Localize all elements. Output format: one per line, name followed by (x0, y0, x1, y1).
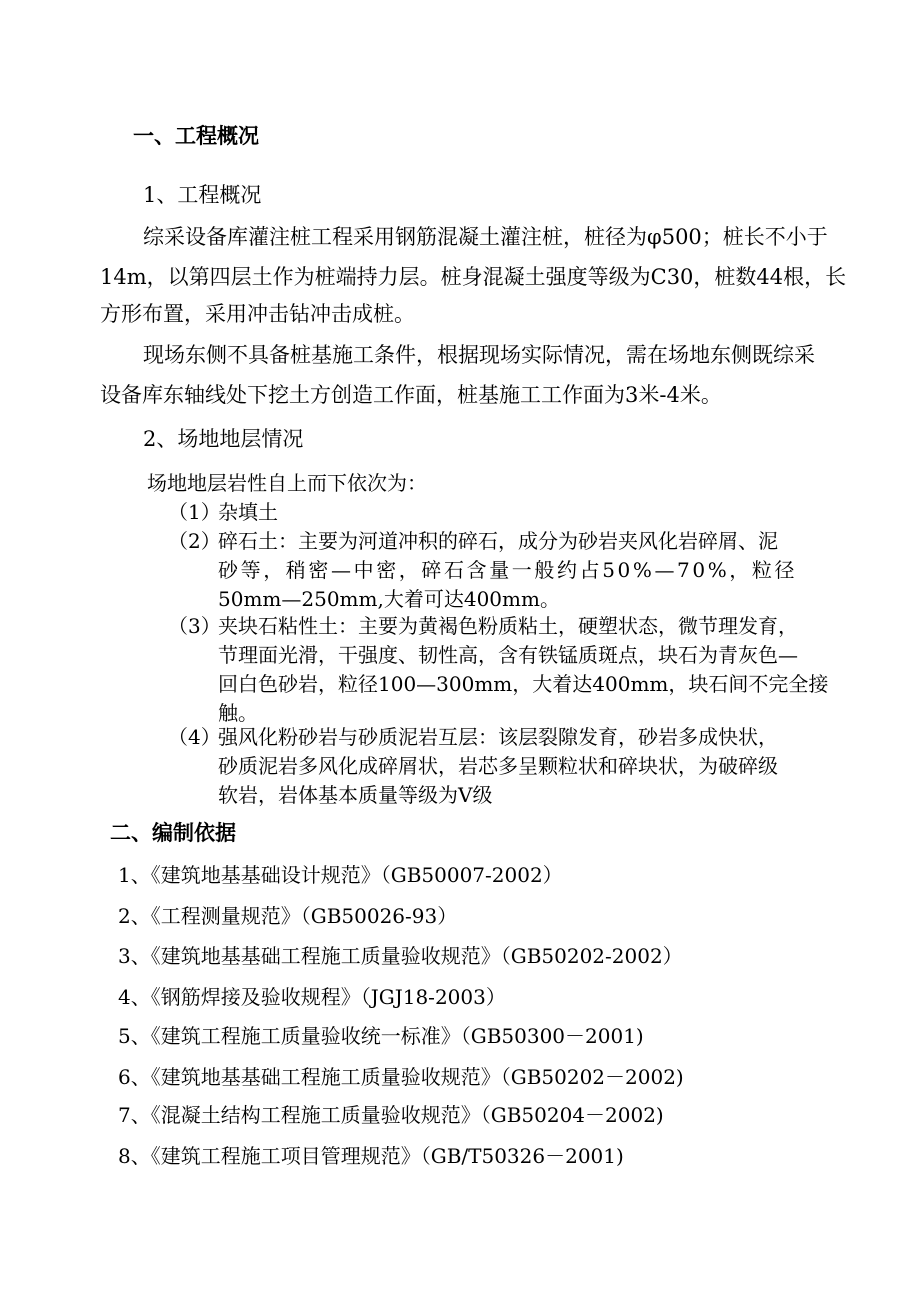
reference-item: 4、《钢筋焊接及验收规程》（JGJ18-2003） (118, 985, 506, 1009)
layer-number: （4） (168, 725, 221, 749)
layer-line: 碎石土：主要为河道冲积的碎石，成分为砂岩夹风化岩碎屑、泥 (218, 529, 778, 553)
reference-item: 2、《工程测量规范》（GB50026-93） (118, 904, 458, 928)
paragraph-line: 综采设备库灌注桩工程采用钢筋混凝土灌注桩，桩径为φ500；桩长不小于 (143, 225, 828, 249)
section-heading-overview: 一、工程概况 (133, 124, 259, 148)
layer-number: （2） (168, 529, 221, 553)
layer-line: 强风化粉砂岩与砂质泥岩互层：该层裂隙发育，砂岩多成快状， (218, 725, 778, 749)
section-heading-basis: 二、编制依据 (110, 821, 236, 845)
layer-number: （3） (168, 614, 221, 638)
reference-item: 6、《建筑地基基础工程施工质量验收规范》（GB50202－2002) (118, 1065, 684, 1089)
strata-intro: 场地地层岩性自上而下依次为： (147, 471, 427, 495)
reference-item: 7、《混凝土结构工程施工质量验收规范》（GB50204－2002) (118, 1103, 664, 1127)
layer-line: 节理面光滑，干强度、韧性高，含有铁锰质斑点，块石为青灰色— (218, 643, 798, 667)
layer-line: 软岩，岩体基本质量等级为Ⅴ级 (218, 783, 493, 807)
paragraph-site-condition (100, 340, 832, 410)
layer-line: 50mm—250mm,大着可达400mm。 (218, 587, 560, 611)
layer-line: 砂等，稍密—中密，碎石含量一般约占50%—70%，粒径 (218, 558, 798, 582)
subsection-title-overview: 1、工程概况 (143, 183, 262, 207)
paragraph-line: 14m，以第四层土作为桩端持力层。桩身混凝土强度等级为C30，桩数44根，长 (100, 265, 847, 289)
layer-number: （1） (168, 500, 221, 524)
layer-line: 杂填土 (218, 500, 278, 524)
layer-line: 砂质泥岩多风化成碎屑状，岩芯多呈颗粒状和碎块状，为破碎级 (218, 754, 778, 778)
layer-line: 夹块石粘性土：主要为黄褐色粉质粘土，硬塑状态，微节理发育， (218, 614, 798, 638)
paragraph-line: 方形布置，采用冲击钻冲击成桩。 (100, 302, 415, 326)
reference-item: 8、《建筑工程施工项目管理规范》（GB/T50326－2001) (118, 1144, 624, 1168)
subsection-title-strata: 2、场地地层情况 (143, 427, 304, 451)
paragraph-line: 设备库东轴线处下挖土方创造工作面，桩基施工工作面为3米-4米。 (100, 383, 722, 407)
paragraph-pile-project (100, 222, 847, 329)
layer-line: 回白色砂岩，粒径100—300mm，大着达400mm，块石间不完全接 (218, 672, 829, 696)
reference-item: 3、《建筑地基基础工程施工质量验收规范》（GB50202-2002） (118, 944, 683, 968)
paragraph-line: 现场东侧不具备桩基施工条件，根据现场实际情况，需在场地东侧既综采 (143, 343, 815, 367)
reference-item: 5、《建筑工程施工质量验收统一标准》（GB50300－2001) (118, 1024, 644, 1048)
reference-item: 1、《建筑地基基础设计规范》（GB50007-2002） (118, 863, 563, 887)
layer-line: 触。 (218, 701, 258, 725)
